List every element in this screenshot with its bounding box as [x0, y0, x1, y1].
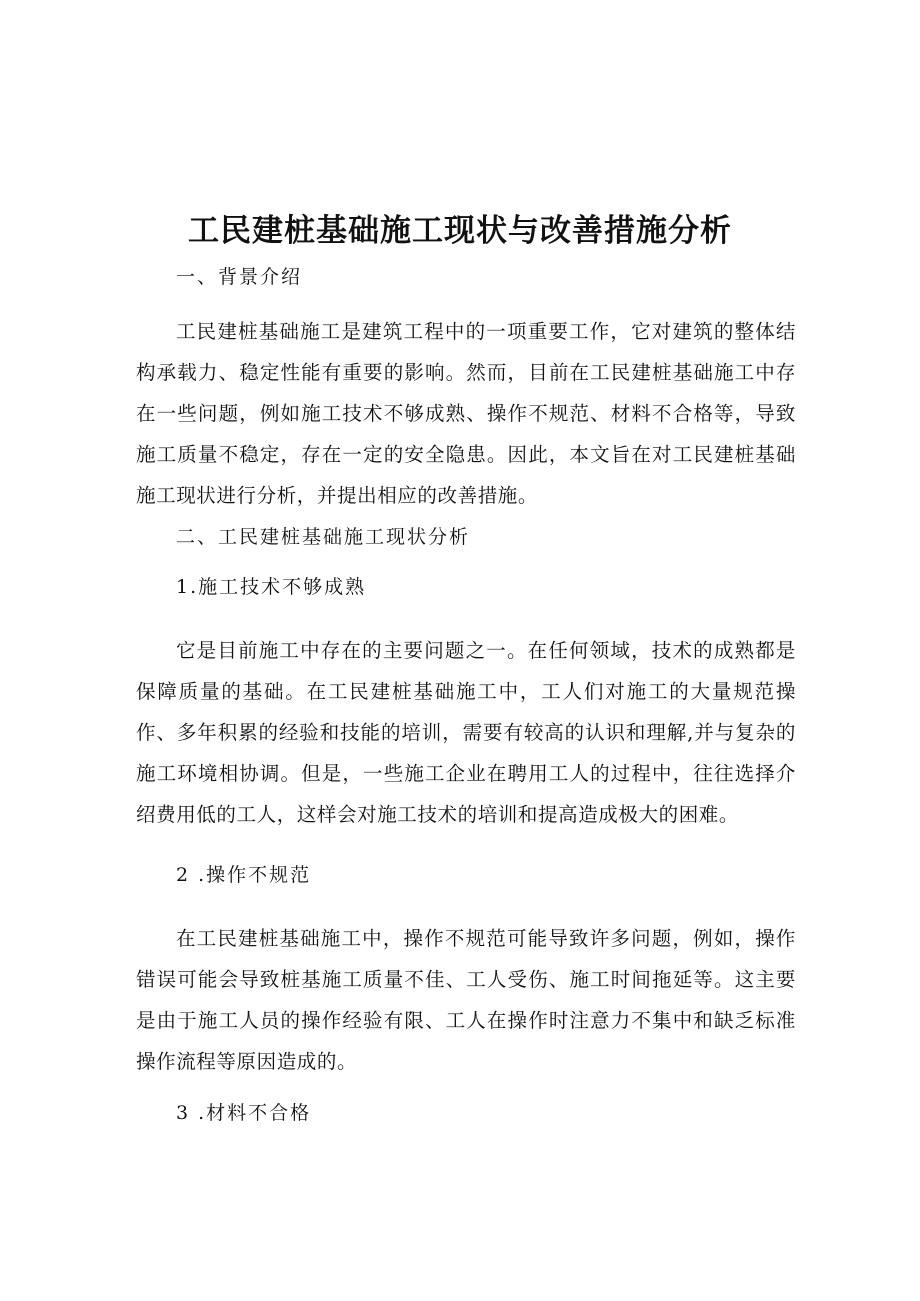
- section-2-heading: 二、工民建桩基础施工现状分析: [176, 526, 471, 548]
- item-3-heading: 3 .材料不合格: [176, 1102, 312, 1124]
- item-1-heading: 1.施工技术不够成熟: [176, 576, 367, 598]
- section-1-heading: 一、背景介绍: [176, 266, 303, 288]
- item-1-paragraph: 它是目前施工中存在的主要问题之一。在任何领域，技术的成熟都是保障质量的基础。在工民建桩基础施工中，工人们对施工的大量规范操作、多年积累的经验和技能的培训，需要有较高的认识和理解,并与复杂的施工环境相协调。但是，一些施工企业在聘用工人的过程中，往往选择介绍费用低的工人，这样会对施工技术的培训和提高造成极大的困难。: [136, 639, 796, 826]
- item-2-heading: 2 .操作不规范: [176, 864, 312, 886]
- document-title: 工民建桩基础施工现状与改善措施分析: [188, 213, 732, 249]
- item-2-paragraph: 在工民建桩基础施工中，操作不规范可能导致许多问题，例如，操作错误可能会导致桩基施工质量不佳、工人受伤、施工时间拖延等。这主要是由于施工人员的操作经验有限、工人在操作时注意力不集中和缺乏标准操作流程等原因造成的。: [136, 927, 796, 1073]
- section-1-paragraph: 工民建桩基础施工是建筑工程中的一项重要工作，它对建筑的整体结构承载力、稳定性能有重要的影响。然而，目前在工民建桩基础施工中存在一些问题，例如施工技术不够成熟、操作不规范、材料不合格等，导致施工质量不稳定，存在一定的安全隐患。因此，本文旨在对工民建桩基础施工现状进行分析，并提出相应的改善措施。: [136, 320, 796, 507]
